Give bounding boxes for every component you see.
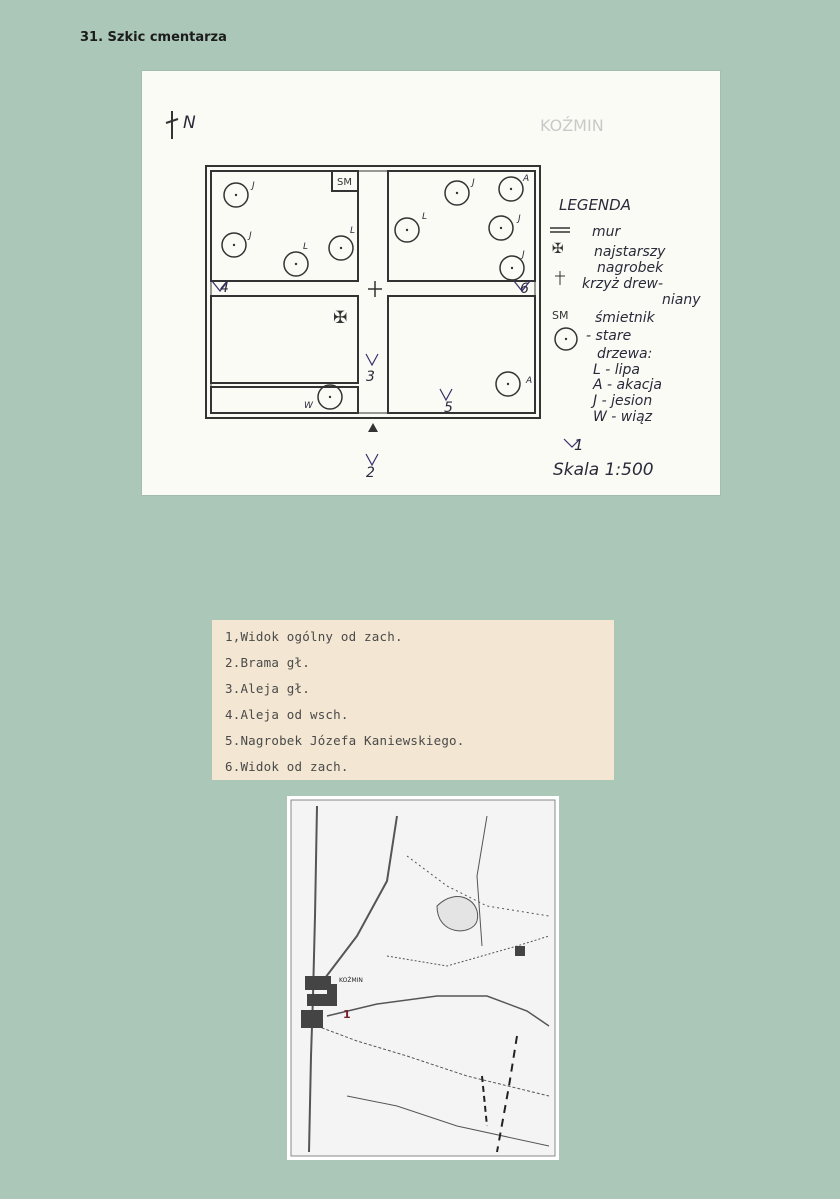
legend-title: LEGENDA bbox=[559, 196, 631, 214]
tree-letter: A bbox=[526, 376, 533, 386]
north-arrow-icon bbox=[166, 111, 178, 139]
north-label: N bbox=[183, 113, 196, 133]
legend-item: J - jesion bbox=[593, 393, 653, 409]
legend-item: krzyż drew- bbox=[582, 276, 664, 292]
sm-label: SM bbox=[337, 177, 352, 188]
legend-symbols bbox=[550, 228, 577, 350]
legend-item: mur bbox=[592, 224, 621, 240]
tree-letter: L bbox=[303, 242, 309, 252]
tree-letter: A bbox=[523, 174, 530, 184]
viewpoint-6: 6 bbox=[520, 281, 529, 297]
legend-item: - stare bbox=[586, 328, 632, 344]
legend-item: drzewa: bbox=[597, 346, 653, 362]
legend-item: A - akacja bbox=[593, 377, 662, 393]
tree-letter: J bbox=[518, 214, 521, 224]
map-drawing bbox=[287, 796, 559, 1160]
cemetery-sketch bbox=[142, 71, 720, 495]
legend-item: W - wiąz bbox=[593, 409, 653, 425]
photo-caption-list bbox=[212, 620, 614, 780]
wooden-cross-icon bbox=[368, 281, 382, 297]
tree-letter: W bbox=[304, 401, 313, 411]
tree-letter: J bbox=[249, 231, 252, 241]
tree-letter: L bbox=[350, 226, 356, 236]
legend-grave-icon: ✠ bbox=[552, 241, 564, 257]
tree-letter: L bbox=[422, 212, 428, 222]
oldest-grave-icon: ✠ bbox=[333, 308, 348, 328]
tree-letter: J bbox=[522, 250, 525, 260]
sketch-drawing bbox=[142, 71, 720, 495]
page-title: 31. Szkic cmentarza bbox=[80, 30, 227, 45]
town-stamp: KOŹMIN bbox=[540, 116, 604, 135]
caption-line: 5.Nagrobek Józefa Kaniewskiego. bbox=[225, 733, 465, 748]
caption-line: 4.Aleja od wsch. bbox=[225, 707, 349, 722]
viewpoint-2: 2 bbox=[366, 465, 375, 481]
legend-item: najstarszy bbox=[594, 244, 666, 260]
tree-letter: J bbox=[472, 178, 475, 188]
map-marker: 1 bbox=[343, 1008, 351, 1021]
location-map bbox=[287, 796, 559, 1160]
legend-item: śmietnik bbox=[595, 310, 655, 326]
caption-line: 6.Widok od zach. bbox=[225, 759, 349, 774]
viewpoint-5: 5 bbox=[444, 400, 453, 416]
viewpoint-4: 4 bbox=[220, 280, 229, 296]
caption-line: 2.Brama gł. bbox=[225, 655, 310, 670]
legend-sm-symbol: SM bbox=[552, 309, 569, 322]
tree-letter: J bbox=[252, 181, 255, 191]
legend-item: niany bbox=[662, 292, 701, 308]
gate-marker-icon bbox=[368, 423, 378, 432]
viewpoint-1: 1 bbox=[574, 436, 584, 454]
legend-item: nagrobek bbox=[597, 260, 664, 276]
viewpoint-3: 3 bbox=[366, 369, 375, 385]
legend-item: L - lipa bbox=[593, 362, 640, 378]
scale-label: Skala 1:500 bbox=[553, 460, 654, 480]
caption-line: 3.Aleja gł. bbox=[225, 681, 310, 696]
map-town-label: KOŹMIN bbox=[339, 977, 363, 984]
caption-line: 1,Widok ogólny od zach. bbox=[225, 629, 403, 644]
